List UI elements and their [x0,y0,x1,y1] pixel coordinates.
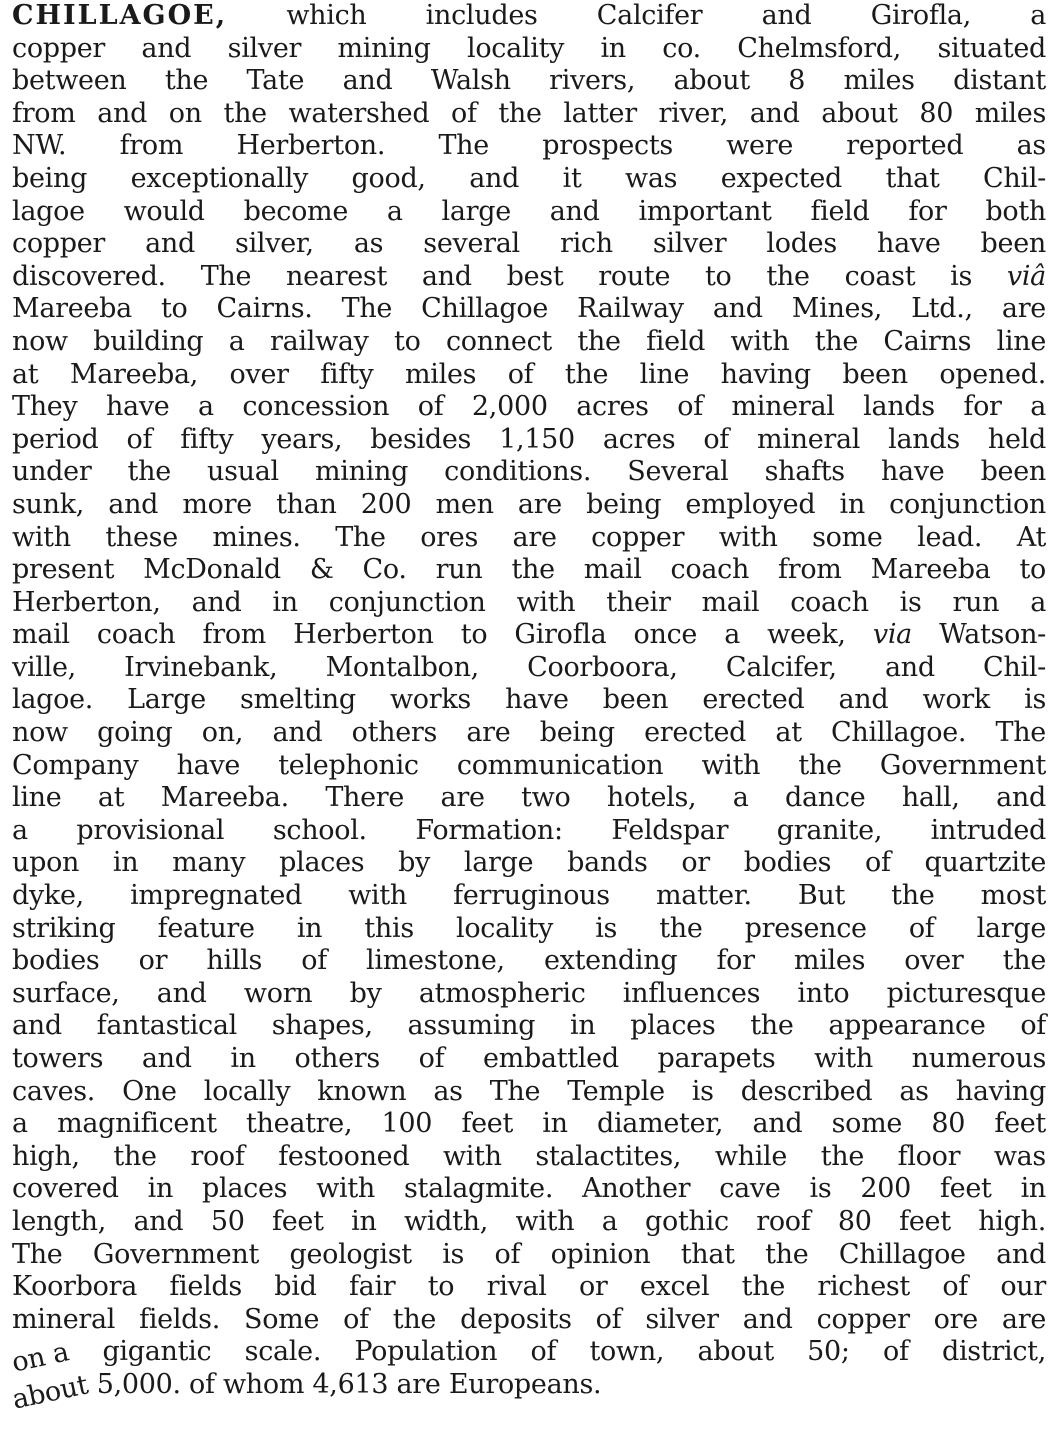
article-line-2: copper and silver mining locality in co. Chelmsford, situated [12,32,1046,64]
article-line-30: bodies or hills of limestone, extending for miles over the [12,945,1046,977]
article-line-23: now going on, and others are being erected at Chillagoe. The [12,717,1046,749]
italic-via: via [872,619,912,651]
article-line-20: mail coach from Herberton to Girofla once a week, via Watson- [12,619,1046,651]
article-line-15: under the usual mining conditions. Several shafts have been [12,456,1046,488]
tilted-words: about [9,1369,91,1416]
article-line-43: about 5,000. of whom 4,613 are Europeans. [9,1368,602,1416]
article-line-31: surface, and worn by atmospheric influences into picturesque [12,977,1046,1009]
article-line-12: at Mareeba, over fifty miles of the line having been opened. [12,358,1046,390]
article-lead-word: CHILLAGOE, [12,0,228,31]
article-line-17: with these mines. The ores are copper with some lead. At [12,521,1046,553]
article-line-11: now building a railway to connect the field with the Cairns line [12,325,1046,357]
article-line-33: towers and in others of embattled parapets with numerous [12,1043,1046,1074]
article-line-16: sunk, and more than 200 men are being employed in conjunction [12,488,1046,520]
article-line-29: striking feature in this locality is the presence of large [12,912,1046,944]
article-line-10: Mareeba to Cairns. The Chillagoe Railway and Mines, Ltd., are [12,293,1046,325]
article [9,0,1046,1416]
article-line-5: NW. from Herberton. The prospects were reported as [12,130,1046,162]
article-line-42: on a gigantic scale. Population of town, about 50; of district, [9,1336,1046,1379]
article-line-22: lagoe. Large smelting works have been erected and work is [12,684,1046,716]
tilted-words: on a [9,1336,72,1379]
article-line-39: The Government geologist is of opinion that the Chillagoe and [12,1238,1046,1270]
article-line-27: upon in many places by large bands or bodies of quartzite [12,847,1046,879]
article-line-28: dyke, impregnated with ferruginous matter. But the most [12,880,1046,912]
article-line-32: and fantastical shapes, assuming in places the appearance of [12,1010,1046,1042]
article-line-25: line at Mareeba. There are two hotels, a dance hall, and [12,782,1046,814]
article-line-18: present McDonald & Co. run the mail coach from Mareeba to [12,554,1046,586]
article-line-7: lagoe would become a large and important field for both [12,195,1046,227]
article-line-38: length, and 50 feet in width, with a gothic roof 80 feet high. [12,1205,1046,1237]
article-line-3: between the Tate and Walsh rivers, about 8 miles distant [12,65,1046,97]
article-line-4: from and on the watershed of the latter river, and about 80 miles [12,97,1046,129]
article-line-41: mineral fields. Some of the deposits of silver and copper ore are [12,1303,1046,1335]
article-line-19: Herberton, and in conjunction with their mail coach is run a [12,586,1046,618]
article-line-26: a provisional school. Formation: Feldspar granite, intruded [12,814,1046,846]
italic-via: viâ [1006,260,1046,292]
article-line-40: Koorbora fields bid fair to rival or excel the richest of our [12,1271,1046,1303]
article-line-9: discovered. The nearest and best route to the coast is viâ [12,260,1046,292]
article-line-36: high, the roof festooned with stalactites, while the floor was [12,1140,1046,1172]
article-line-1: CHILLAGOE, which includes Calcifer and Girofla, a [12,0,1046,31]
article-line-37: covered in places with stalagmite. Another cave is 200 feet in [12,1173,1046,1205]
article-line-21: ville, Irvinebank, Montalbon, Coorboora, Calcifer, and Chil- [12,651,1046,683]
article-line-35: a magnificent theatre, 100 feet in diameter, and some 80 feet [12,1108,1046,1140]
article-line-8: copper and silver, as several rich silver lodes have been [12,228,1046,260]
article-line-6: being exceptionally good, and it was expected that Chil- [12,162,1046,194]
article-line-13: They have a concession of 2,000 acres of mineral lands for a [12,391,1046,423]
article-line-24: Company have telephonic communication with the Government [12,749,1046,781]
article-line-14: period of fifty years, besides 1,150 acres of mineral lands held [12,423,1046,455]
article-line-34: caves. One locally known as The Temple is described as having [12,1075,1046,1107]
